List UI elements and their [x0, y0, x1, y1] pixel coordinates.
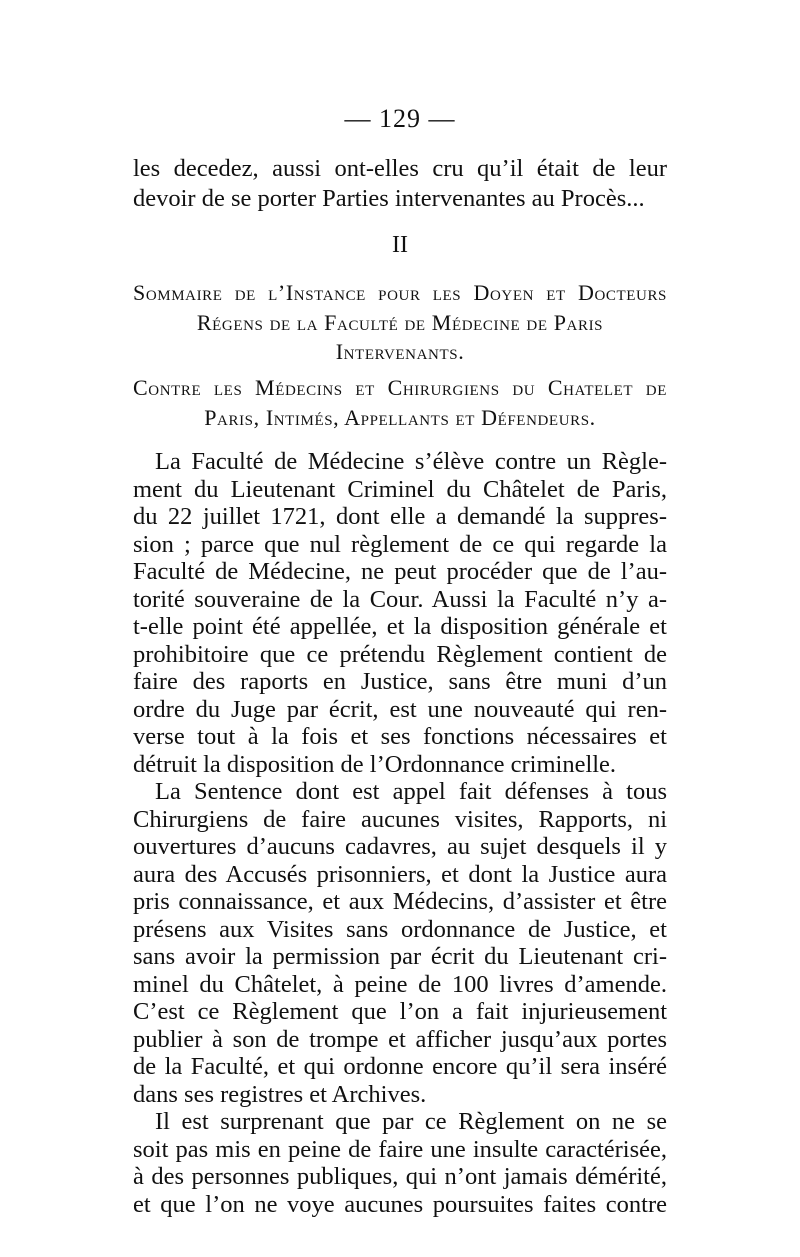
- text-line: La Faculté de Médecine s’élève contre un Règle-: [155, 448, 667, 475]
- text-line: prohibitoire que ce prétendu Règlement contient de: [133, 641, 667, 668]
- text-line: t-elle point été appellée, et la disposition générale et: [133, 613, 667, 640]
- text-line: Chirurgiens de faire aucunes visites, Rapports, ni: [133, 806, 667, 833]
- text-line: minel du Châtelet, à peine de 100 livres d’amende.: [133, 971, 667, 998]
- text-line: du 22 juillet 1721, dont elle a demandé la suppres-: [133, 503, 667, 530]
- text-line: C’est ce Règlement que l’on a fait injurieusement: [133, 998, 667, 1025]
- text-line: torité souveraine de la Cour. Aussi la Faculté n’y a-: [133, 586, 667, 613]
- text-line: aura des Accusés prisonniers, et dont la Justice aura: [133, 861, 667, 888]
- text-line: à des personnes publiques, qui n’ont jamais démérité,: [133, 1163, 667, 1190]
- text-line: La Sentence dont est appel fait défenses à tous: [155, 778, 667, 805]
- text-line: et que l’on ne voye aucunes poursuites faites contre: [133, 1191, 667, 1218]
- text-line: Faculté de Médecine, ne peut procéder que de l’au-: [133, 558, 667, 585]
- text-line: dans ses registres et Archives.: [133, 1081, 427, 1108]
- section-heading: Sommaire de l’Instance pour les Doyen et Docteurs: [133, 280, 667, 305]
- text-line: détruit la disposition de l’Ordonnance criminelle.: [133, 751, 617, 778]
- text-line: sans avoir la permission par écrit du Lieutenant cri-: [133, 943, 667, 970]
- section-heading: Contre les Médecins et Chirurgiens du Chatelet de: [133, 375, 667, 400]
- section-heading: Régens de la Faculté de Médecine de Paris: [196, 310, 604, 335]
- text-line: ment du Lieutenant Criminel du Châtelet de Paris,: [133, 476, 667, 503]
- text-line: de la Faculté, et qui ordonne encore qu’il sera inséré: [133, 1053, 667, 1080]
- section-heading: Intervenants.: [335, 339, 465, 364]
- text-line: devoir de se porter Parties intervenantes au Procès...: [133, 185, 645, 212]
- text-line: verse tout à la fois et ses fonctions nécessaires et: [133, 723, 667, 750]
- section-heading: Paris, Intimés, Appellants et Défendeurs.: [204, 405, 596, 430]
- text-line: publier à son de trompe et afficher jusqu’aux portes: [133, 1026, 667, 1053]
- text-line: Il est surprenant que par ce Règlement on ne se: [155, 1108, 667, 1135]
- page-number: — 129 —: [344, 104, 456, 133]
- text-line: ouvertures d’aucuns cadavres, au sujet desquels il y: [133, 833, 667, 860]
- text-line: sion ; parce que nul règlement de ce qui regarde la: [133, 531, 667, 558]
- section-number: II: [392, 232, 408, 258]
- text-line: faire des raports en Justice, sans être muni d’un: [133, 668, 667, 695]
- text-line: pris connaissance, et aux Médecins, d’assister et être: [133, 888, 667, 915]
- text-line: présens aux Visites sans ordonnance de Justice, et: [133, 916, 667, 943]
- text-line: soit pas mis en peine de faire une insulte caractérisée,: [133, 1136, 667, 1163]
- text-line: les decedez, aussi ont-elles cru qu’il était de leur: [133, 155, 667, 182]
- text-line: ordre du Juge par écrit, est une nouveauté qui ren-: [133, 696, 667, 723]
